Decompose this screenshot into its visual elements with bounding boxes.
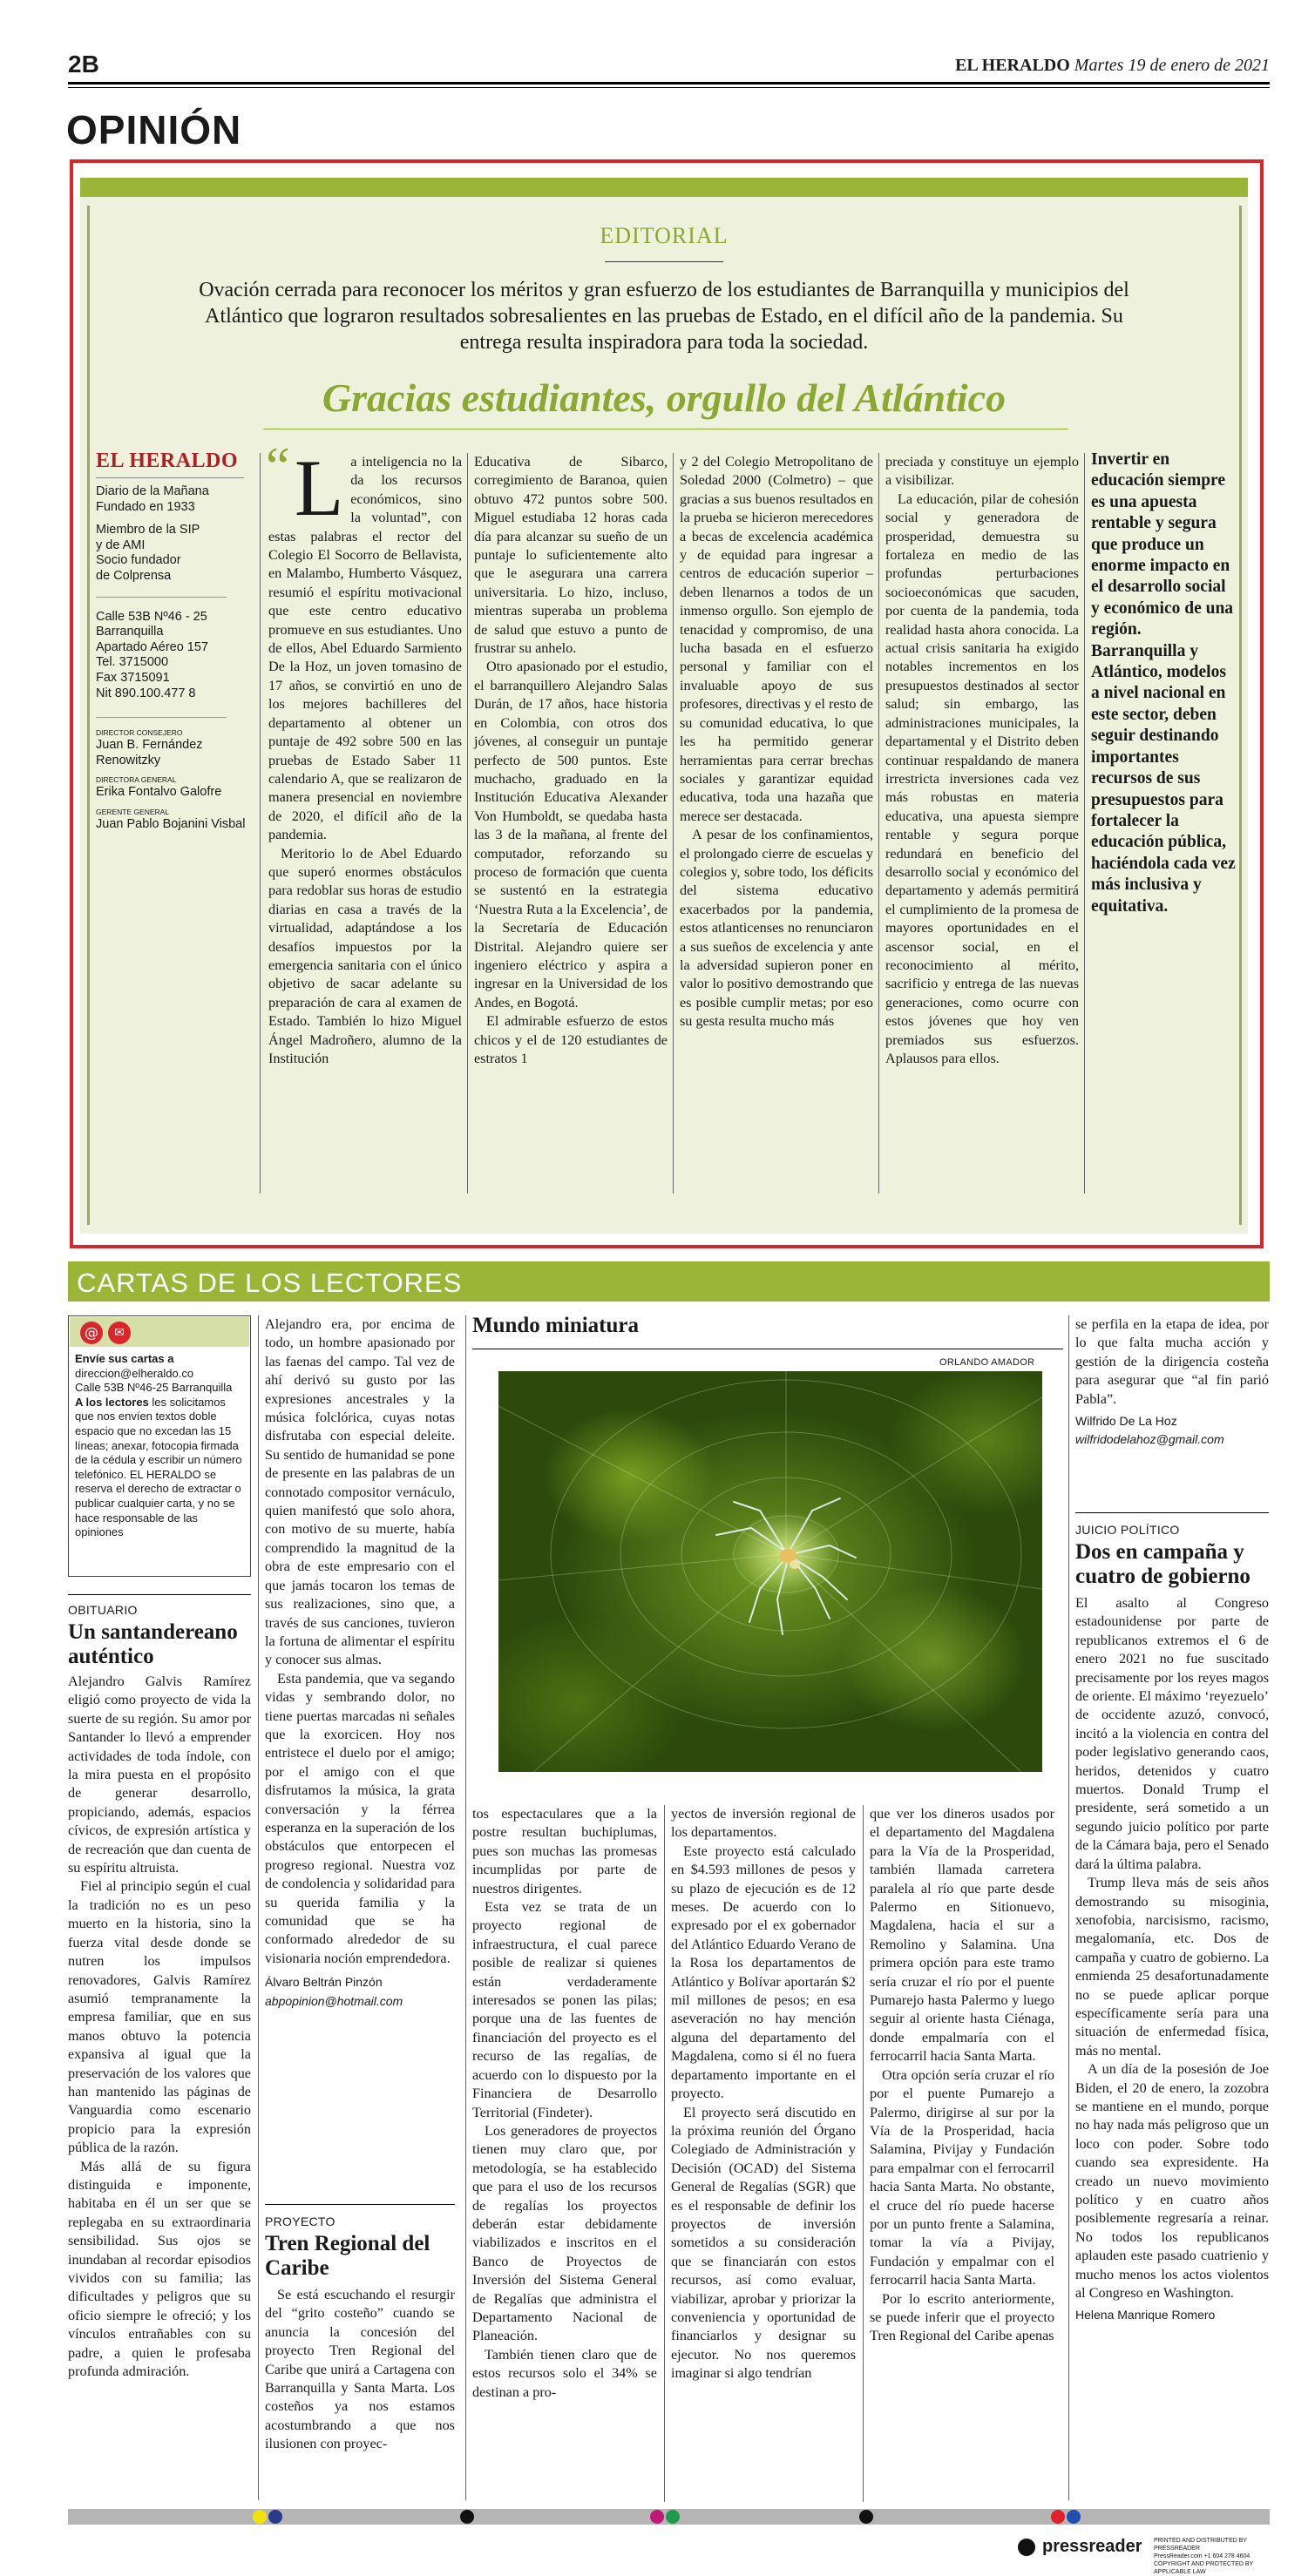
- cartas-box-email: direccion@elheraldo.co: [75, 1366, 194, 1380]
- juicio-title: Dos en campaña y cuatro de gobierno: [1075, 1540, 1251, 1588]
- juicio-column: [1075, 1594, 1269, 2325]
- paragraph: Otra opción sería cruzar el río por el puente Pumarejo a Palermo, dirigirse al sur por la Vía de la Prosperidad, hacia Salamina, Pivijay y Fundación para empalmar con el ferrocarril hacia Santa Marta. No obstante, el cruce del río puede hacerse por un punto frente a Salamina, tomar la vía a Pivijay, Fundación y empalmar con el ferrocarril hacia Santa Marta.: [870, 2066, 1054, 2289]
- editorial-green-band: [80, 178, 1248, 197]
- paragraph: a inteligencia no la da los recursos económicos, sino la voluntad”, con estas palabras el rector del Colegio El Socorro de Bellavista, en Malambo, Humberto Vásquez, resumió el espíritu motivacional que este centro educativo promueve en sus estudiantes. Uno de ellos, Abel Eduardo Sarmiento De la Hoz, un joven tomasino de 17 años, se convirtió en uno de los mejores bachilleres del departamento al obtener un puntaje de 492 sobre 500 en las pruebas de Estado Saber 11 calendario A, que se realizaron de manera presencial en noviembre de 2020, el difícil año de la pandemia.: [268, 454, 462, 843]
- column-rule: [467, 453, 468, 1193]
- cartas-box-body-text: les solicitamos que nos envíen textos doble espacio que no excedan las 15 líneas; anexar, fotocopia firmada de la cédula y escribir un número telefónico. EL HERALDO se reserva el derecho de extractar o publicar cualquier carta, y no se hace responsable de las opiniones: [75, 1395, 242, 1539]
- column-rule: [863, 1805, 864, 2502]
- proyecto-kicker: PROYECTO: [265, 2214, 336, 2228]
- page-number: 2B: [68, 51, 99, 78]
- masthead-line: Socio fundador: [96, 553, 181, 568]
- registration-dot-magenta: [650, 2510, 664, 2524]
- paragraph: Esta vez se trata de un proyecto regional de infraestructura, el cual parece posible de realizar si quienes están verdaderamente interesados se ponen las pilas; porque una de las fuentes de financiación del proyecto es el recurso de las regalías, de acuerdo con lo dispuesto por la Financiera de Desarrollo Territorial (Findeter).: [472, 1899, 657, 2120]
- pressreader-notice-line: PressReader.com +1 604 278 4604: [1154, 2553, 1251, 2559]
- column-rule: [1084, 453, 1085, 1193]
- paragraph: Los generadores de proyectos tienen muy claro que, por metodología, se ha establecido que para el uso de los recursos de regalías los proyectos deberán estar debidamente viabilizados e inscritos en el Banco de Proyectos de Inversión del Sistema General de Regalías que administra el Departamento Nacional de Planeación.: [472, 2122, 657, 2344]
- paragraph: Alejandro Galvis Ramírez eligió como proyecto de vida la suerte de su región. Su amor por Santander lo llevó a emprender actividades de toda índole, con la mira puesta en el propósito de generar desarrollo, propiciando, además, espacios cívicos, de expresión artística y de recreación que dan cuenta de su espíritu altruista.: [68, 1673, 251, 1876]
- column-rule: [878, 453, 879, 1193]
- spider-web-graphic: [498, 1371, 1042, 1772]
- column-rule: [260, 453, 261, 1193]
- paragraph: Esta pandemia, que va segando vidas y sembrando dolor, no tiene puertas marcadas ni señales que la exorcicen. Hoy nos entristece el duelo por el amigo; por el amigo con el que disfrutamos la música, la grata conversación y la férrea esperanza en la superación de los obstáculos que entorpecen el progreso regional. Nuestra voz de condolencia y solidaridad para su querida familia y la comunidad que se ha conformado alrededor de su visionaria noción emprendedora.: [265, 1670, 455, 1966]
- masthead-line: Apartado Aéreo 157: [96, 639, 208, 654]
- editorial-deck: Ovación cerrada para reconocer los méritos y gran esfuerzo de los estudiantes de Barranquilla y municipios del Atlántico que lograron resultados sobresalientes en las pruebas de Estado, en el difícil año de la pandemia. Su entrega resulta inspiradora para toda la sociedad.: [199, 279, 1129, 354]
- masthead-line: Calle 53B Nº46 - 25: [96, 609, 207, 624]
- masthead-line: Fundado en 1933: [96, 499, 195, 514]
- paragraph: El asalto al Congreso estadounidense por parte de republicanos extremos el 6 de enero 2021 no fue suscitado precisamente por los reyes magos de oriente. El máximo ‘reyezuelo’ de occidente azuzó, convocó, incitó a la violencia en contra del poder legislativo generando caos, heridos, detenidos y cuatro muertos. Donald Trump el presidente, será sometido a un segundo juicio político por parte de la Cámara baja, pero el Senado dará la última palabra.: [1075, 1595, 1269, 1872]
- registration-dot-black: [460, 2510, 474, 2524]
- paragraph: preciada y constituye un ejemplo a visibilizar.: [885, 454, 1079, 489]
- paragraph: Este proyecto está calculado en $4.593 millones de pesos y su plazo de ejecución es de 12 meses. De acuerdo con lo expresado por el ex gobernador del Atlántico Eduardo Verano de la Rosa los departamentos de Atlántico y Bolívar aportarán $2 mil millones de pesos; en esa aseveración no hay mención alguna del departamento del Magdalena, como si él no fuera departamento importante en el proyecto.: [671, 1842, 856, 2102]
- editorial-right-border: [1239, 206, 1242, 1225]
- masthead-line: [96, 515, 257, 523]
- opening-quote: “: [266, 437, 290, 497]
- dropcap: L: [295, 443, 344, 532]
- letter-email: abpopinion@hotmail.com: [265, 1993, 403, 2008]
- cartas-box-intro: Envíe sus cartas a: [75, 1352, 174, 1365]
- obituario-title: Un santandereano auténtico: [68, 1620, 238, 1668]
- column-rule: [465, 1315, 466, 2500]
- cartas-box-body: [75, 1396, 247, 1540]
- paragraph: Educativa de Sibarco, corregimiento de Baranoa, quien obtuvo 472 puntos sobre 500. Miguel estudiaba 12 horas cada día para alcanzar su sueño de un puntaje lo suficientemente alto que le asegurara una carrera universitaria. Lo hizo, incluso, mientras superaba un problema de salud que estuvo a punto de frustrar su anhelo.: [474, 454, 668, 657]
- editorial-kicker: EDITORIAL: [600, 223, 729, 248]
- kicker-underline: [605, 261, 723, 262]
- registration-dot-blue: [268, 2510, 282, 2524]
- paragraph: se perfila en la etapa de idea, por lo que falta mucha acción y gestión de la dirigencia costeña para asegurar que “al fin parió Pabla”.: [1075, 1316, 1269, 1407]
- paragraph: Trump lleva más de seis años demostrando su misoginia, xenofobia, narcisismo, racismo, megalomanía, etc. Dos de campaña y cuatro de gobierno. La enmienda 25 desafortunadamente no se puede aplicar porque específicamente sería para una situación de enfermedad física, más no mental.: [1075, 1875, 1269, 2059]
- paragraph: yectos de inversión regional de los departamentos.: [671, 1806, 856, 1841]
- cartas-box-address: Calle 53B Nº46-25 Barranquilla: [75, 1381, 233, 1395]
- staff-name: Juan Pablo Bojanini Visbal: [96, 816, 246, 831]
- masthead-line: Barranquilla: [96, 625, 164, 639]
- paragraph: Alejandro era, por encima de todo, un hombre apasionado por las faenas del campo. Tal vez de ahí derivó su gusto por las expresiones ancestrales y la música folclórica, cuyas notas disfrutaba con especial deleite. Su sentido de humanidad se pone de presente en las palabras de un connotado compositor vernáculo, quien manifestó que solo ahora, con motivo de su muerte, había comprendido la magnitud de la obra de este empresario con el que jamás tocaron los temas de sus realizaciones, sino que, a través de sus canciones, tuvieron la fortuna de alimentar el espíritu y conocer sus almas.: [265, 1316, 455, 1668]
- proyecto-column-3: [671, 1805, 856, 2383]
- paragraph: Otro apasionado por el estudio, el barranquillero Alejandro Salas Durán, de 17 años, hace historia en Colombia, con otros dos jóvenes, al conseguir un puntaje perfecto de 500 puntos. Este muchacho, graduado en la Institución Educativa Alexander Von Humboldt, se quedaba hasta las 3 de la mañana, al frente del computador, reforzando su proceso de formación que cuenta se sustentó en la estrategia ‘Nuestra Ruta a la Excelencia’, de la Secretaría de Educación Distrital. Alejandro quiere ser ingeniero eléctrico y aspira a ingresar en la Universidad de los Andes, en Bogotá.: [474, 659, 668, 1011]
- paragraph: Más allá de su figura distinguida e imponente, habitaba en él un ser que se replegaba en su extraordinaria sensibilidad. Sus ojos se inundaban al recordar episodios vividos con su familia; las dificultades y peligros que su oficio siempre le ofreció; y los vínculos entrañables con su padre, a quien le profesaba profunda admiración.: [68, 2158, 251, 2380]
- paragraph: La educación, pilar de cohesión social y generadora de prosperidad, demuestra su fortaleza en medio de las profundas perturbaciones socioeconómicas que sacuden, por cuenta de la pandemia, toda realidad hasta ahora conocida. La actual crisis sanitaria ha exigido notables incrementos en los presupuestos destinados al sector salud; sin embargo, las administraciones municipales, la departamental y el Distrito deben continuar respaldando de manera irrestricta inversiones cada vez más robustas en materia educativa, una apuesta siempre rentable y segura porque redundará en beneficio del desarrollo social y económico del departamento y además permitirá el cumplimiento de la promesa de mayores oportunidades en el ascensor social, en el reconocimiento al mérito, sacrificio y entrega de las nuevas generaciones, como ocurre con estos jóvenes que hoy ven premiados sus esfuerzos. Aplausos para ellos.: [885, 490, 1079, 1066]
- at-sign-icon: @: [80, 1322, 103, 1344]
- paragraph: El admirable esfuerzo de estos chicos y el de 120 estudiantes de estratos 1: [474, 1013, 668, 1066]
- juicio-rule: [1075, 1512, 1269, 1513]
- masthead-line: Tel. 3715000: [96, 655, 169, 670]
- staff-role: GERENTE GENERAL: [96, 807, 170, 816]
- newspaper-name: EL HERALDO: [955, 56, 1070, 75]
- proyecto-column-4: [870, 1805, 1054, 2346]
- proyecto-column-1: [265, 2286, 455, 2454]
- registration-dot-blue: [1067, 2510, 1081, 2524]
- letter-email: wilfridodelahoz@gmail.com: [1075, 1432, 1224, 1447]
- registration-dot-yellow: [253, 2510, 267, 2524]
- paragraph: Fiel al principio según el cual la tradición no es un peso muerto en la historia, sino la fuerza vital desde donde se nutren los impulsos renovadores, Galvis Ramírez asumió tempranamente la empresa familiar, que en sus manos obtuvo la potencia expansiva al igual que la preservación de los valores que han mantenido las páginas de Vanguardia como escenario propicio para la expresión pública de la razón.: [68, 1878, 251, 2156]
- masthead-line: de Colprensa: [96, 568, 172, 583]
- masthead-logo: EL HERALDO: [96, 450, 239, 472]
- section-title: OPINIÓN: [66, 107, 242, 152]
- staff-role: DIRECTOR CONSEJERO: [96, 728, 183, 738]
- paragraph: A pesar de los confinamientos, el prolongado cierre de escuelas y colegios y, sobre todo, los déficits del sistema educativo exacerbados por la pandemia, estos atlanticenses no renunciaron a sus sueños de excelencia y ante la adversidad supieron poner en valor lo positivo demostrando que es posible cumplir metas; por eso su gesta resulta mucho más: [680, 827, 873, 1030]
- column-rule: [1068, 1315, 1069, 2500]
- paragraph: El proyecto será discutido en la próxima reunión del Órgano Colegiado de Administración y Decisión (OCAD) del Sistema General de Regalías (SGR) que es el responsable de definir los proyectos de inversión sometidos a su consideración que se financiarán con estos recursos, así como evaluar, viabilizar, aprobar y priorizar la conveniencia y oportunidad de financiarlos y designar su ejecutor. No nos queremos imaginar si algo tendrían: [671, 2104, 856, 2382]
- photo-title: Mundo miniatura: [472, 1314, 640, 1337]
- editorial-pullquote: Invertir en educación siempre es una apuesta rentable y segura que produce un enorme impacto en el desarrollo social y económico de una región. Barranquilla y Atlántico, modelos a nivel nacional en este sector, deben seguir destinando importantes recursos de sus presupuestos para fortalecer la educación pública, haciéndola cada vez más inclusiva y equitativa.: [1091, 450, 1236, 916]
- paragraph: que ver los dineros usados por el departamento del Magdalena para la Vía de la Prosperidad, también llamada carretera paralela al río que parte desde Palermo en Sitionuevo, Magdalena, hacia el sur a Remolino y Salamina. Una primera opción para este tramo sería cruzar el río por el puente Pumarejo hasta Palermo y luego seguir al oriente hasta Ciénaga, donde empalmaría con el ferrocarril hacia Santa Marta.: [870, 1806, 1054, 2065]
- letter-author: Álvaro Beltrán Pinzón: [265, 1975, 383, 1990]
- obituario-rule: [68, 1594, 251, 1595]
- pressreader-icon: [1018, 2539, 1035, 2556]
- paragraph: Por lo escrito anteriormente, se puede inferir que el proyecto Tren Regional del Caribe apenas: [870, 2290, 1054, 2344]
- header-rule-thin: [68, 87, 1270, 88]
- cartas-section-title: CARTAS DE LOS LECTORES: [77, 1268, 463, 1298]
- paragraph: A un día de la posesión de Joe Biden, el 20 de enero, la zozobra se mantiene en el mundo, porque no hay nada más peligroso que un loco con poder. Sobre todo cuando sea expresidente. Ha creado un nuevo movimiento político y en cuatro años posiblemente regresaría a reinar. No todos los republicanos aplauden este pasado cuatrienio y mucho menos los actos violentos al Congreso en Washington.: [1075, 2061, 1269, 2302]
- letter-author: Wilfrido De La Hoz: [1075, 1414, 1177, 1429]
- paragraph: Se está escuchando el resurgir del “grito costeño” cuando se anuncia la concesión del proyecto Tren Regional del Caribe que unirá a Cartagena con Barranquilla y Santa Marta. Los costeños ya nos estamos acostumbrando a que nos ilusionen con proyec-: [265, 2287, 455, 2452]
- newspaper-date-line: [955, 56, 1270, 76]
- proyecto-column-2: [472, 1805, 657, 2402]
- masthead-line: y de AMI: [96, 538, 146, 552]
- masthead-line: Fax 3715091: [96, 670, 170, 685]
- cartas-box-body-bold: A los lectores: [75, 1395, 149, 1409]
- editorial-column-1: [268, 443, 462, 1068]
- column-rule: [258, 1315, 259, 2500]
- paragraph: tos espectaculares que a la postre resultan buchiplumas, pues son muchas las promesas incumplidas por parte de nuestros dirigentes.: [472, 1806, 657, 1897]
- pressreader-notice-line: PRINTED AND DISTRIBUTED BY PRESSREADER: [1154, 2538, 1247, 2552]
- photo-credit: ORLANDO AMADOR: [939, 1357, 1035, 1368]
- masthead-info: [96, 484, 257, 833]
- paragraph: y 2 del Colegio Metropolitano de Soledad 2000 (Colmetro) – que gracias a sus buenos resultados en la prueba se hicieron merecedores a becas de excelencia académica y de equidad para ingresar a centros de educación superior – deben llenarnos a todos de un inmenso orgullo. Son ejemplo de tenacidad y compromiso, de una lucha basada en el esfuerzo personal y familiar con el invaluable apoyo de sus profesores, directivas y el resto de su comunidad educativa, lo que les ha permitido generar herramientas para cerrar brechas sociales y garantizar equidad educativa, toda una hazaña que merece ser destacada.: [680, 454, 873, 824]
- proyecto-rule: [265, 2204, 455, 2205]
- staff-name: Erika Fontalvo Galofre: [96, 785, 222, 800]
- obituario-column-2: [265, 1315, 455, 2011]
- editorial-column-4: [885, 453, 1079, 1068]
- cartas-box-text: [75, 1352, 247, 1540]
- masthead-line: Miembro de la SIP: [96, 523, 200, 538]
- masthead-logo-rule: [96, 477, 244, 478]
- editorial-column-3: [680, 453, 873, 1031]
- masthead-divider: [96, 717, 227, 718]
- obituario-kicker: OBITUARIO: [68, 1603, 138, 1617]
- paragraph: Meritorio lo de Abel Eduardo que superó enormes obstáculos para redoblar sus horas de estudio diarias en casa a través de la virtualidad, adaptándose a los desafíos impuestos por la emergencia sanitaria con el único objetivo de sacar adelante su preparación de cara al examen de Estado. También lo hizo Miguel Ángel Madroñero, alumno de la Institución: [268, 845, 462, 1066]
- pressreader-logo: [1018, 2537, 1142, 2557]
- masthead-divider: [96, 597, 227, 598]
- editorial-column-2: [474, 453, 668, 1068]
- column-rule: [664, 1805, 665, 2502]
- editorial-left-border: [87, 206, 90, 1225]
- pressreader-notice-line: COPYRIGHT AND PROTECTED BY APPLICABLE LAW: [1154, 2561, 1254, 2575]
- obituario-column-1: [68, 1673, 251, 2381]
- issue-date: Martes 19 de enero de 2021: [1074, 56, 1270, 75]
- envelope-icon: ✉: [108, 1322, 131, 1344]
- proyecto-title: Tren Regional del Caribe: [265, 2232, 430, 2280]
- staff-name: Juan B. Fernández Renowitzky: [96, 738, 203, 767]
- proyecto-column-5: [1075, 1315, 1269, 1450]
- masthead-line: Nit 890.100.477 8: [96, 686, 196, 700]
- column-rule: [673, 453, 674, 1193]
- registration-dot-black: [859, 2510, 873, 2524]
- editorial-title: Gracias estudiantes, orgullo del Atlántico: [322, 375, 1007, 420]
- masthead-line: Diario de la Mañana: [96, 484, 209, 498]
- letter-author: Helena Manrique Romero: [1075, 2308, 1216, 2322]
- juicio-kicker: JUICIO POLÍTICO: [1075, 1523, 1180, 1537]
- staff-role: DIRECTORA GENERAL: [96, 775, 177, 785]
- pressreader-notice: [1154, 2537, 1267, 2576]
- header-rule: [68, 82, 1270, 85]
- registration-dot-red: [1051, 2510, 1065, 2524]
- registration-dot-green: [666, 2510, 680, 2524]
- paragraph: También tienen claro que de estos recursos solo el 34% se destinan a pro-: [472, 2346, 657, 2400]
- spider-photo: [498, 1371, 1042, 1772]
- pressreader-wordmark: pressreader: [1042, 2537, 1142, 2556]
